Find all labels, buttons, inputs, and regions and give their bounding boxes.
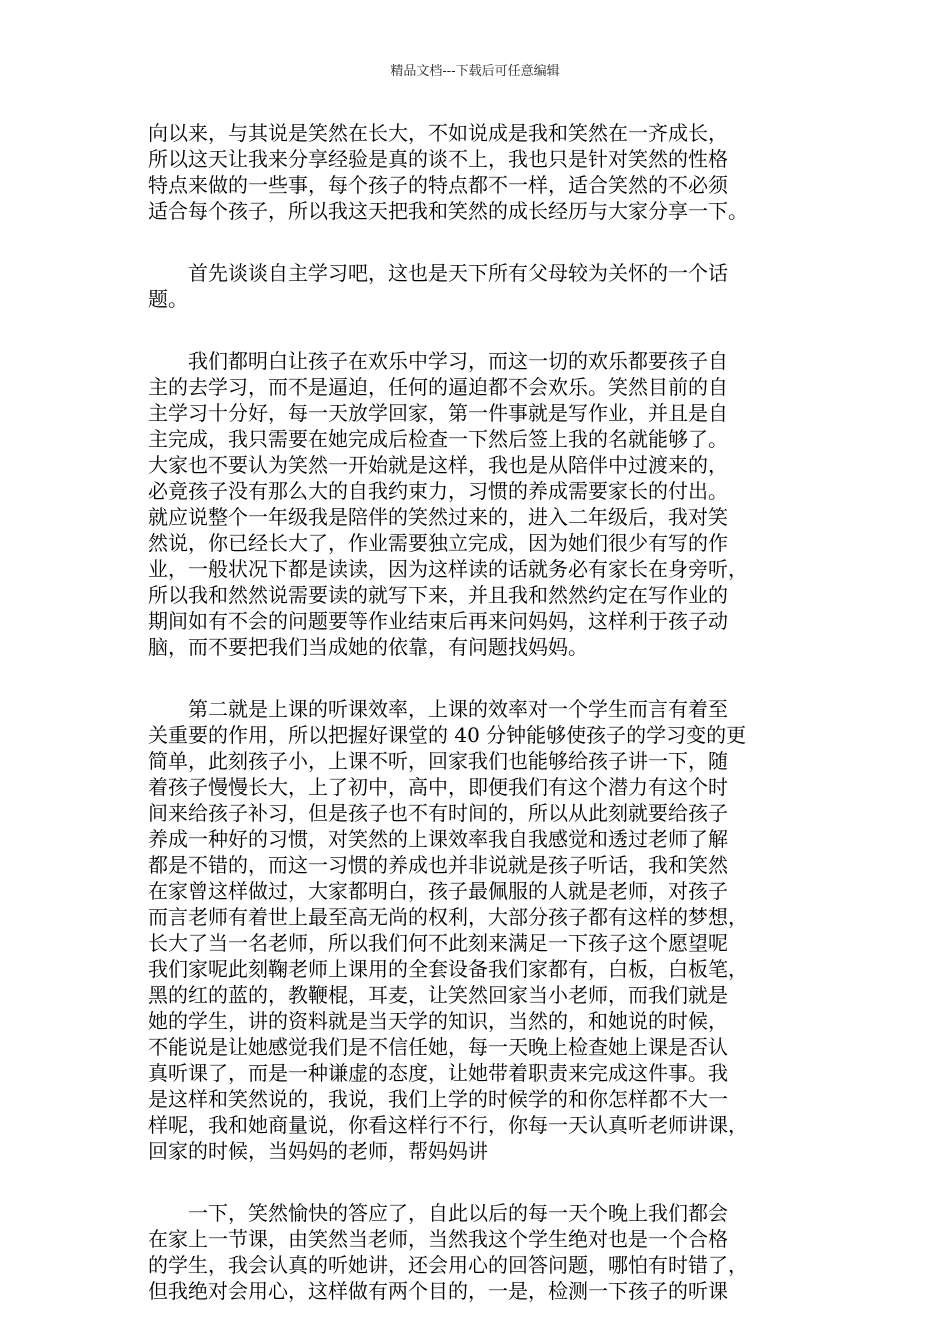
paragraph: 向以来，与其说是笑然在长大，不如说成是我和笑然在一齐成长， 所以这天让我来分享经验是真的谈不上，我也只是针对笑然的性格 特点来做的一些事，每个孩子的特点都不一样，适合笑然的不必须 适合每个孩子，所以我这天把我和笑然的成长经历与大家分享一下。 [148, 121, 748, 223]
document-body [148, 120, 810, 1340]
paragraph: 首先谈谈自主学习吧，这也是天下所有父母较为关怀的一个话 题。 [148, 261, 728, 311]
paragraph: 一下，笑然愉快的答应了，自此以后的每一天个晚上我们都会 在家上一节课，由笑然当老师，当然我这个学生绝对也是一个合格 的学生，我会认真的听她讲，还会用心的回答问题，哪怕有时错了， 但我绝对会用心，这样做有两个目的，一是，检测一下孩子的听课 [148, 1201, 748, 1303]
page-header: 精品文档---下载后可任意编辑 [390, 64, 560, 79]
paragraph: 第二就是上课的听课效率，上课的效率对一个学生而言有着至 关重要的作用，所以把握好课堂的 40 分钟能够使孩子的学习变的更 简单，此刻孩子小，上课不听，回家我们也能够给孩子讲一下，随 着孩子慢慢长大，上了初中，高中，即便我们有这个潜力有这个时 间来给孩子补习，但是孩子也不有时间的，所以从此刻就要给孩子 养成一种好的习惯，对笑然的上课效率我自我感觉和透过老师了解 都是不错的，而这一习惯的养成也并非说就是孩子听话，我和笑然 在家曾这样做过，大家都明白，孩子最佩服的人就是老师，对孩子 而言老师有着世上最至高无尚的权利，大部分孩子都有这样的梦想， 长大了当一名老师，所以我们何不此刻来满足一下孩子这个愿望呢 我们家呢此刻鞠老师上课用的全套设备我们家都有，白板，白板笔， 黑的红的蓝的，教鞭棍，耳麦，让笑然回家当小老师，而我们就是 她的学生，讲的资料就是当天学的知识，当然的，和她说的时候， 不能说是让她感觉我们是不信任她，每一天晚上检查她上课是否认 真听课了，而是一种谦虚的态度，让她带着职责来完成这件事。我 是这样和笑然说的，我说，我们上学的时候学的和你怎样都不大一 样呢，我和她商量说，你看这样行不行，你每一天认真听老师讲课， 回家的时候，当妈妈的老师，帮妈妈讲 [148, 697, 748, 1163]
paragraph: 我们都明白让孩子在欢乐中学习，而这一切的欢乐都要孩子自 主的去学习，而不是逼迫，任何的逼迫都不会欢乐。笑然目前的自 主学习十分好，每一天放学回家，第一件事就是写作业，并且是自 主完成，我只需要在她完成后检查一下然后签上我的名就能够了。 大家也不要认为笑然一开始就是这样，我也是从陪伴中过渡来的， 必竟孩子没有那么大的自我约束力，习惯的养成需要家长的付出。 就应说整个一年级我是陪伴的笑然过来的，进入二年级后，我对笑 然说，你已经长大了，作业需要独立完成，因为她们很少有写的作 业，一般状况下都是读读，因为这样读的话就务必有家长在身旁听， 所以我和然然说需要读的就写下来，并且我和然然约定在写作业的 期间如有不会的问题要等作业结束后再来问妈妈，这样利于孩子动 脑，而不要把我们当成她的依靠，有问题找妈妈。 [148, 349, 748, 659]
